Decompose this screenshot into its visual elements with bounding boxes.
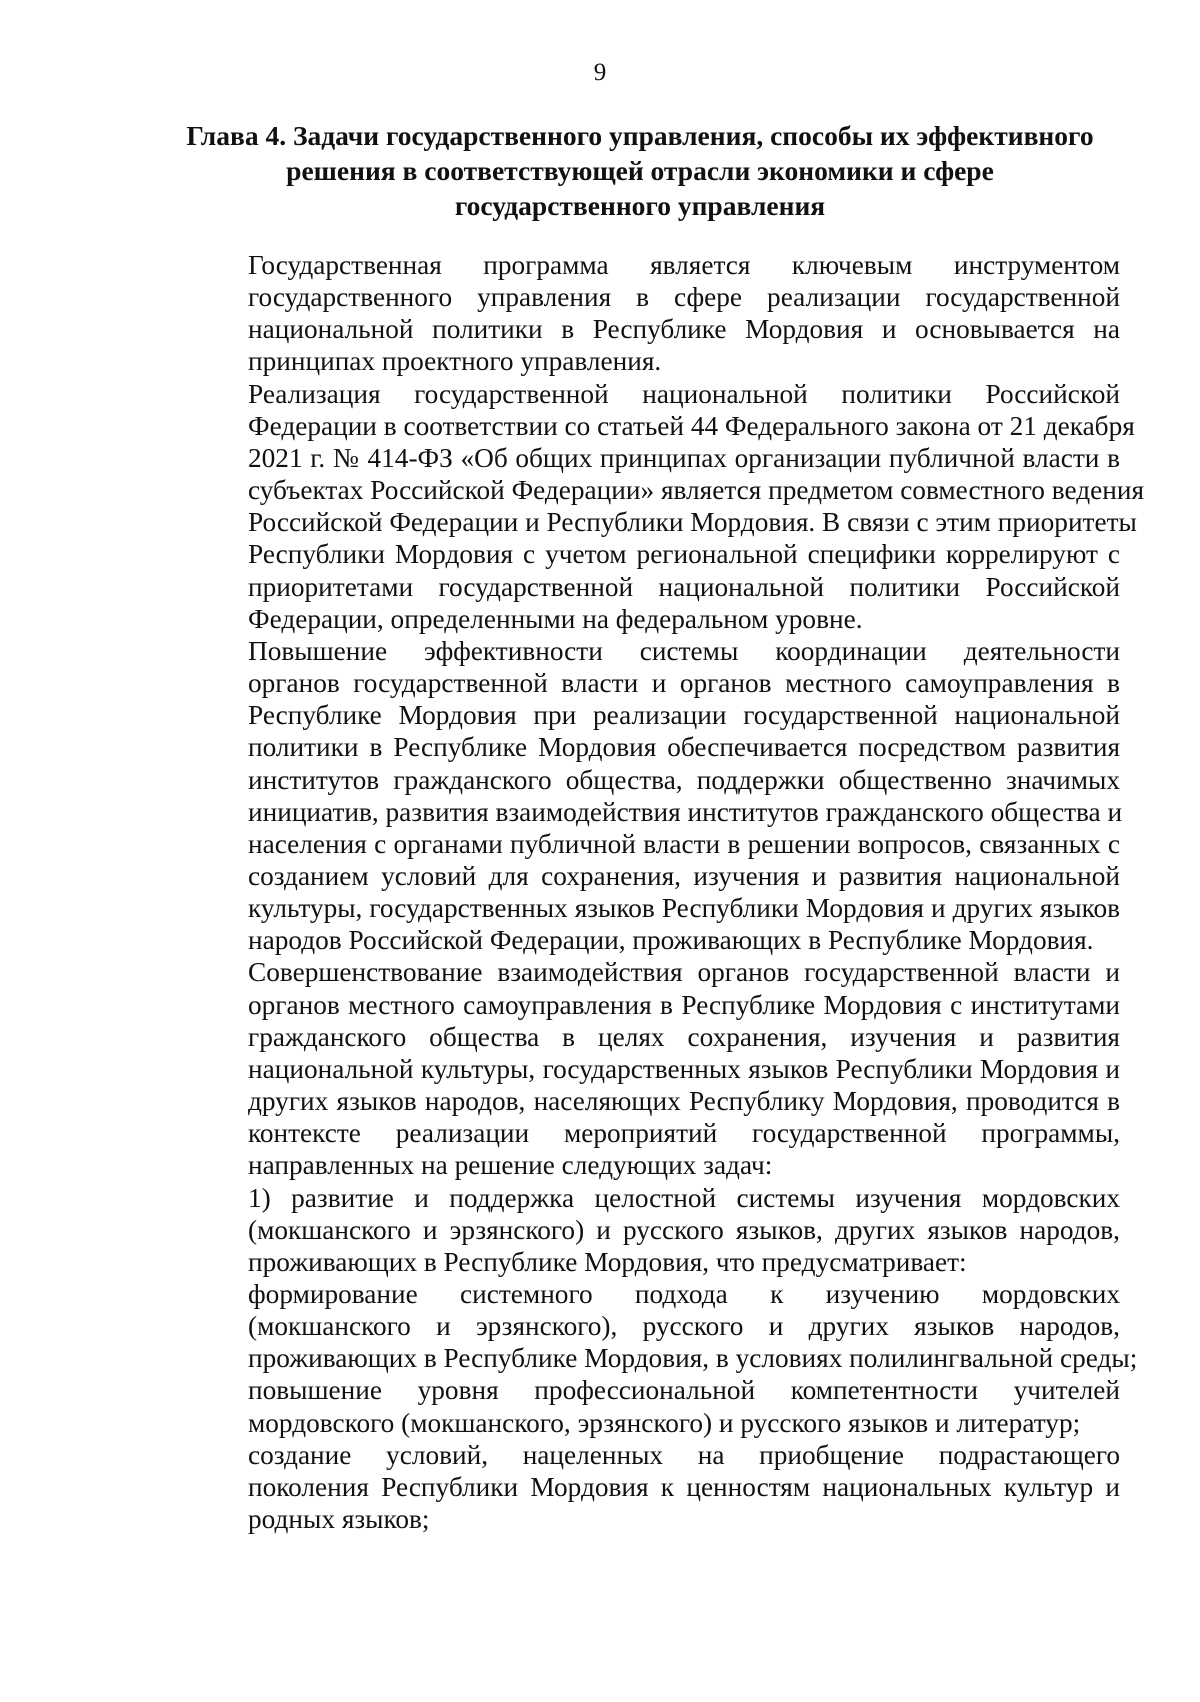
text-line: контексте реализации мероприятий государственной программы,: [248, 1118, 1120, 1149]
text-line: мордовского (мокшанского, эрзянского) и русского языков и литератур;: [248, 1407, 1081, 1438]
text-line: созданием условий для сохранения, изучения и развития национальной: [248, 860, 1120, 891]
text-line: повышение уровня профессиональной компетентности учителей: [248, 1375, 1120, 1406]
text-line: поколения Республики Мордовия к ценностям национальных культур и: [248, 1471, 1120, 1502]
text-line: национальной культуры, государственных языков Республики Мордовия и: [248, 1053, 1120, 1084]
page-number: 9: [593, 59, 607, 86]
body-text: [174, 249, 1144, 1535]
text-line: Совершенствование взаимодействия органов государственной власти и: [248, 957, 1120, 988]
text-line: (мокшанского и эрзянского) и русского языков, других языков народов,: [248, 1214, 1120, 1245]
paragraph: [174, 1278, 1138, 1374]
text-line: гражданского общества в целях сохранения, изучения и развития: [248, 1021, 1120, 1052]
text-line: приоритетами государственной национальной политики Российской: [248, 571, 1120, 602]
text-line: Реализация государственной национальной политики Российской: [248, 378, 1120, 409]
paragraph: [174, 249, 1120, 378]
text-line: Республике Мордовия при реализации государственной национальной: [248, 700, 1120, 731]
text-line: населения с органами публичной власти в решении вопросов, связанных с: [248, 828, 1120, 859]
text-line: Повышение эффективности системы координации деятельности: [248, 635, 1120, 666]
text-line: 2021 г. № 414-ФЗ «Об общих принципах организации публичной власти в: [248, 442, 1120, 473]
paragraph: [174, 1182, 1120, 1278]
text-line: инициатив, развития взаимодействия институтов гражданского общества и: [248, 796, 1123, 827]
text-line: органов государственной власти и органов местного самоуправления в: [248, 668, 1120, 699]
text-line: родных языков;: [248, 1504, 430, 1535]
text-line: государственного управления в сфере реализации государственной: [248, 282, 1120, 313]
chapter-title-line: государственного управления: [454, 190, 826, 221]
text-line: 1) развитие и поддержка целостной системы изучения мордовских: [248, 1182, 1120, 1213]
text-line: Федерации в соответствии со статьей 44 Федерального закона от 21 декабря: [248, 410, 1135, 441]
text-line: Республики Мордовия с учетом региональной специфики коррелируют с: [248, 539, 1120, 570]
text-line: органов местного самоуправления в Республике Мордовия с институтами: [248, 989, 1120, 1020]
text-line: субъектах Российской Федерации» является предметом совместного ведения: [248, 475, 1144, 506]
paragraph: [174, 956, 1120, 1181]
text-line: направленных на решение следующих задач:: [248, 1150, 773, 1181]
text-line: (мокшанского и эрзянского), русского и других языков народов,: [248, 1311, 1120, 1342]
paragraph: [174, 635, 1123, 957]
text-line: проживающих в Республике Мордовия, в условиях полилингвальной среды;: [248, 1343, 1138, 1374]
text-line: институтов гражданского общества, поддержки общественно значимых: [248, 764, 1120, 795]
paragraph: [174, 1374, 1120, 1438]
text-line: национальной политики в Республике Мордовия и основывается на: [248, 314, 1120, 345]
text-line: Государственная программа является ключевым инструментом: [248, 250, 1120, 280]
text-line: Российской Федерации и Республики Мордовия. В связи с этим приоритеты: [248, 507, 1137, 538]
text-line: создание условий, нацеленных на приобщение подрастающего: [248, 1439, 1120, 1470]
text-line: других языков народов, населяющих Республику Мордовия, проводится в: [248, 1086, 1120, 1117]
text-line: принципах проектного управления.: [248, 346, 662, 377]
text-line: Федерации, определенными на федеральном уровне.: [248, 603, 863, 634]
paragraph: [174, 378, 1144, 635]
text-line: проживающих в Республике Мордовия, что предусматривает:: [248, 1246, 967, 1277]
text-line: культуры, государственных языков Республики Мордовия и других языков: [248, 893, 1120, 924]
paragraph: [174, 1439, 1120, 1535]
text-line: формирование системного подхода к изучению мордовских: [248, 1279, 1120, 1309]
chapter-title: [168, 118, 1112, 223]
chapter-title-line: решения в соответствующей отрасли экономики и сфере: [286, 155, 994, 186]
text-line: народов Российской Федерации, проживающих в Республике Мордовия.: [248, 925, 1094, 956]
chapter-title-line: Глава 4. Задачи государственного управления, способы их эффективного: [186, 120, 1094, 151]
text-line: политики в Республике Мордовия обеспечивается посредством развития: [248, 732, 1120, 763]
